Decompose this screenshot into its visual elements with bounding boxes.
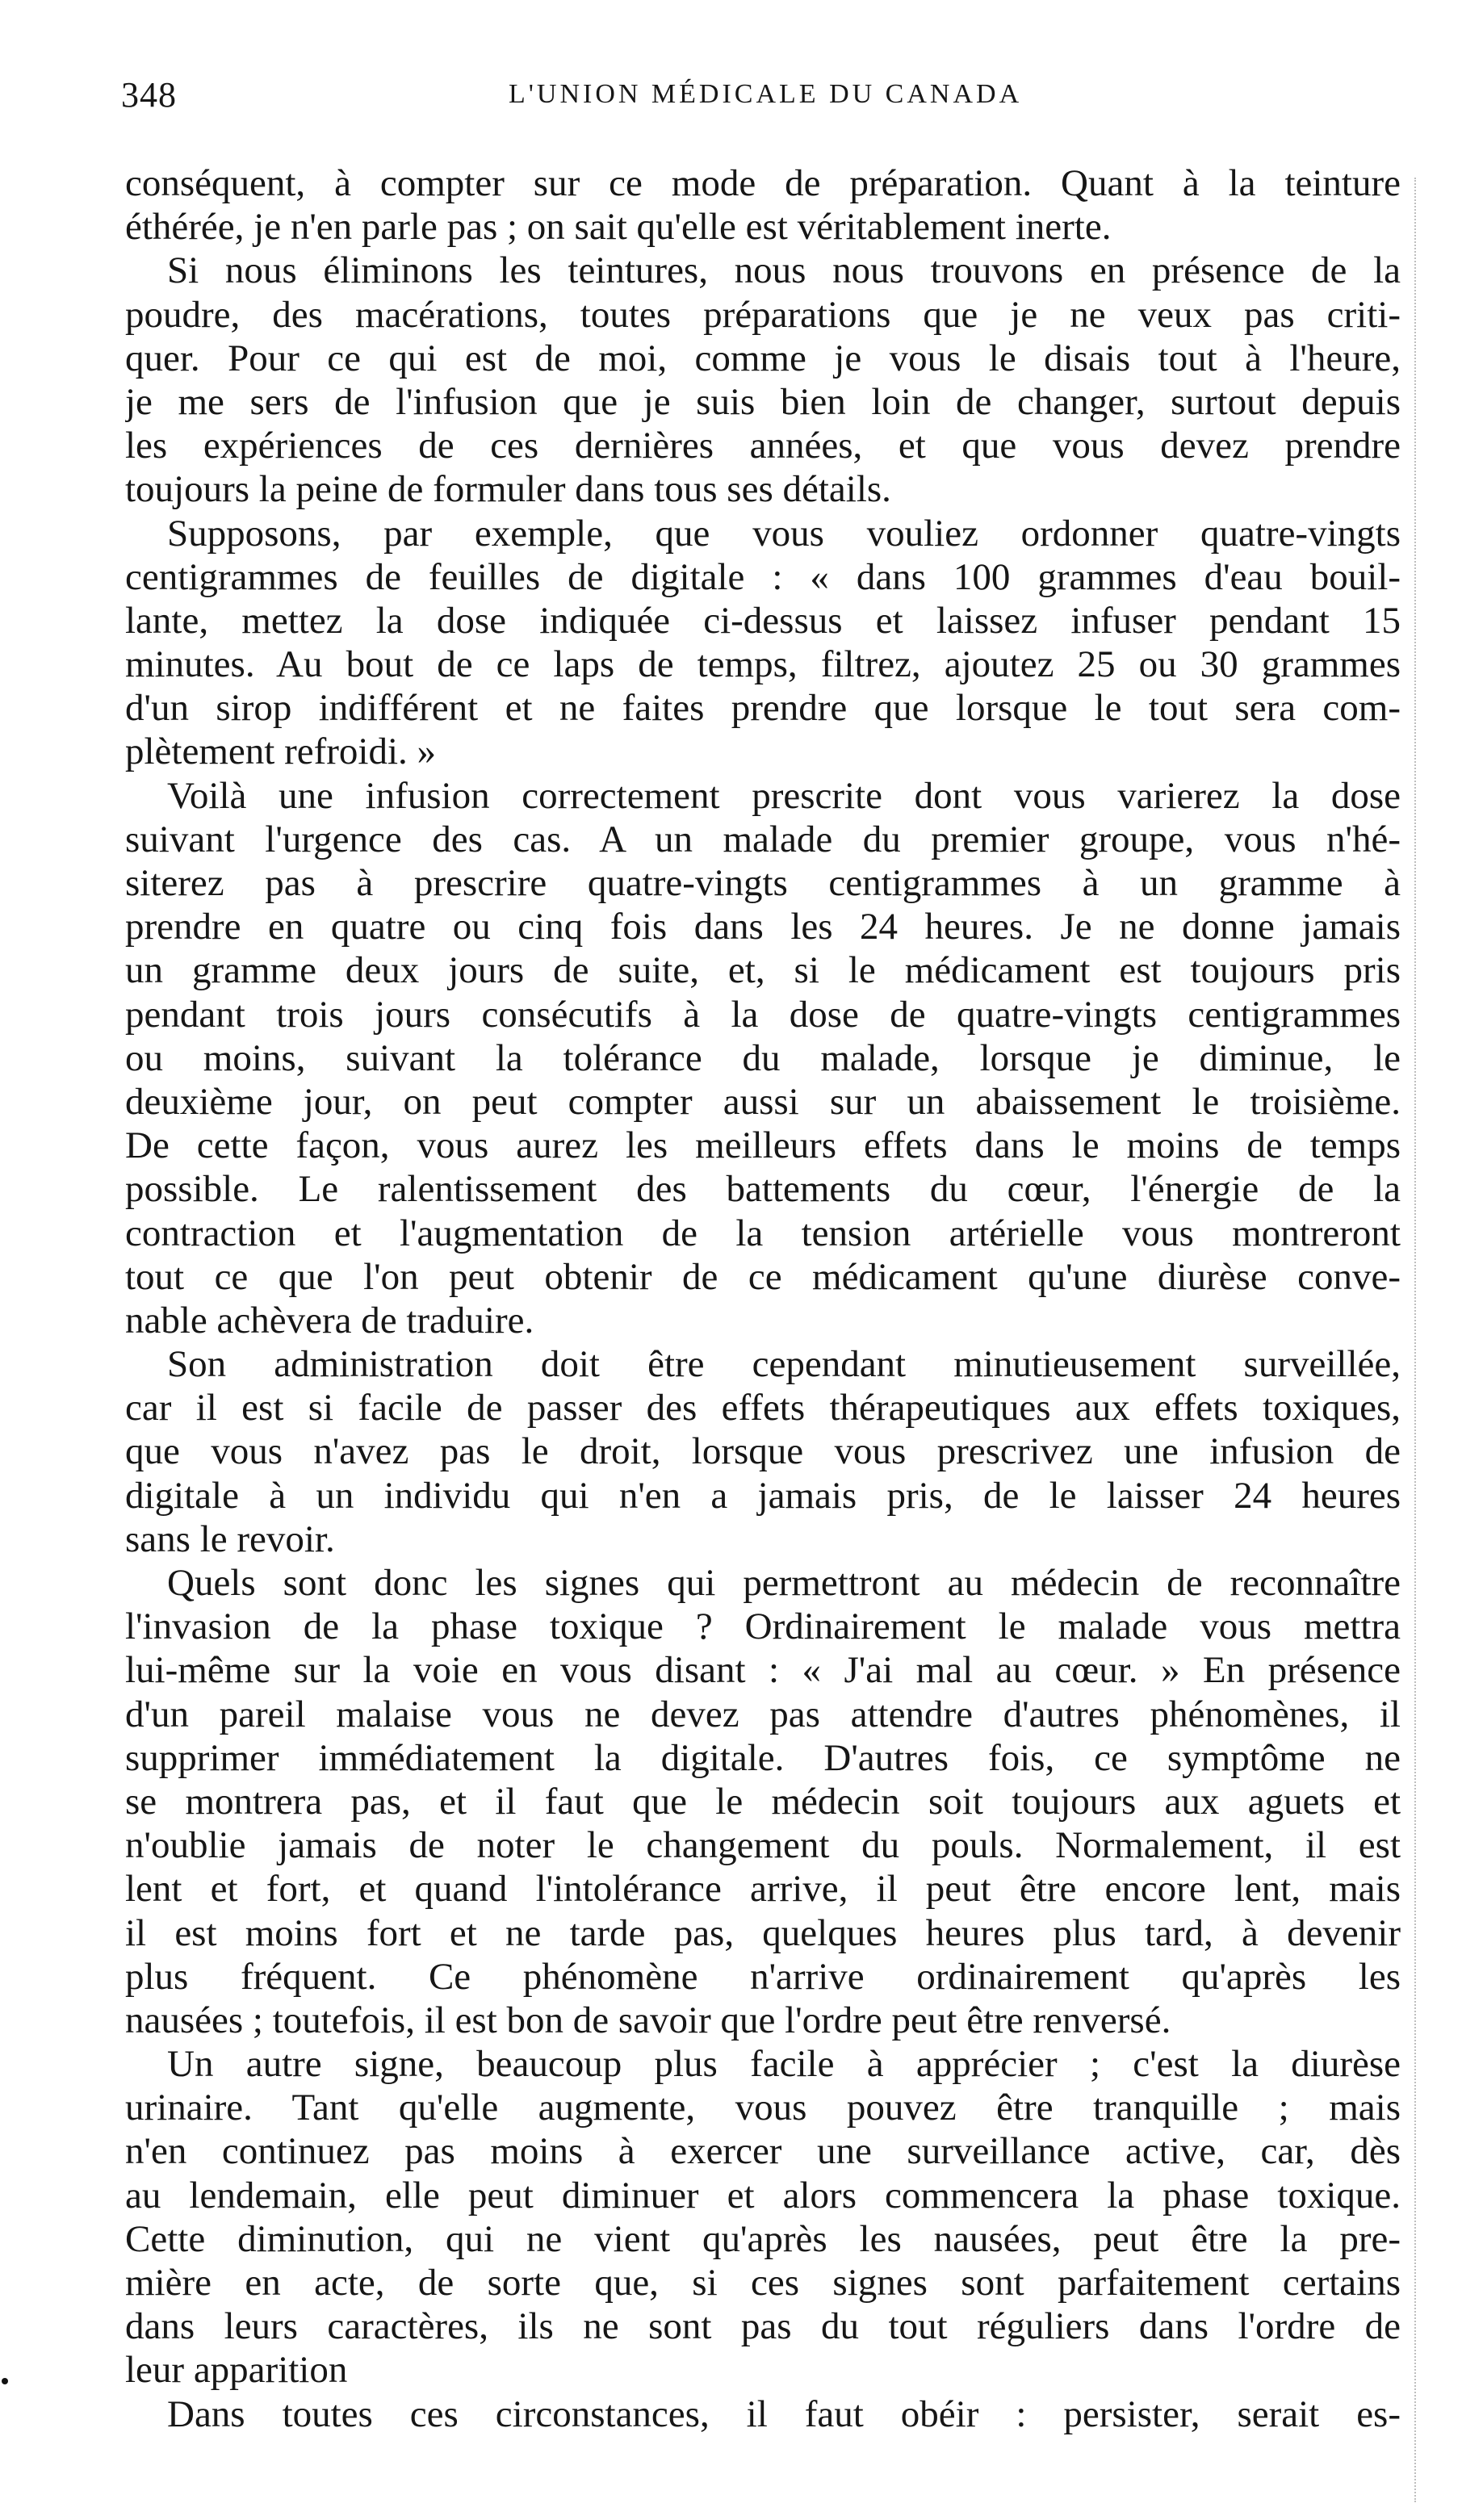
text-line: plus fréquent. Ce phénomène n'arrive ordinairement qu'après les xyxy=(125,1955,1401,1998)
text-line: prendre en quatre ou cinq fois dans les 24 heures. Je ne donne jamais xyxy=(125,906,1401,948)
text-line: suivant l'urgence des cas. A un malade du premier groupe, vous n'hé- xyxy=(125,818,1401,860)
text-line: n'oublie jamais de noter le changement du pouls. Normalement, il est xyxy=(125,1824,1401,1867)
text-line: lante, mettez la dose indiquée ci-dessus et laissez infuser pendant 15 xyxy=(125,599,1401,642)
text-line: lui-même sur la voie en vous disant : « J'ai mal au cœur. » En présence xyxy=(125,1649,1401,1692)
text-line: d'un sirop indifférent et ne faites prendre que lorsque le tout sera com- xyxy=(125,687,1401,730)
text-line: nausées ; toutefois, il est bon de savoir que l'ordre peut être renversé. xyxy=(125,1999,1171,2041)
text-line: leur apparition xyxy=(125,2349,348,2392)
running-header xyxy=(121,74,1380,123)
text-line: éthérée, je n'en parle pas ; on sait qu'elle est véritablement inerte. xyxy=(125,206,1112,249)
text-line: possible. Le ralentissement des battements du cœur, l'énergie de la xyxy=(125,1168,1401,1211)
text-line: d'un pareil malaise vous ne devez pas attendre d'autres phénomènes, il xyxy=(125,1693,1401,1735)
text-line: un gramme deux jours de suite, et, si le médicament est toujours pris xyxy=(125,949,1401,992)
text-line: les expériences de ces dernières années, et que vous devez prendre xyxy=(125,425,1401,467)
text-line: poudre, des macérations, toutes préparations que je ne veux pas criti- xyxy=(125,293,1401,336)
text-line: siterez pas à prescrire quatre-vingts centigrammes à un gramme à xyxy=(125,862,1401,904)
text-line: il est moins fort et ne tarde pas, quelques heures plus tard, à devenir xyxy=(125,1911,1401,1954)
text-line: centigrammes de feuilles de digitale : « dans 100 grammes d'eau bouil- xyxy=(125,555,1401,598)
text-line: car il est si facile de passer des effets thérapeutiques aux effets toxiques, xyxy=(125,1387,1401,1430)
text-line: mière en acte, de sorte que, si ces signes sont parfaitement certains xyxy=(125,2262,1401,2304)
text-line: Dans toutes ces circonstances, il faut obéir : persister, serait es- xyxy=(167,2392,1401,2435)
text-line: Si nous éliminons les teintures, nous nous trouvons en présence de la xyxy=(167,249,1401,292)
text-line: urinaire. Tant qu'elle augmente, vous pouvez être tranquille ; mais xyxy=(125,2087,1401,2129)
text-line: pendant trois jours consécutifs à la dose de quatre-vingts centigrammes xyxy=(125,993,1401,1036)
text-line: dans leurs caractères, ils ne sont pas du tout réguliers dans l'ordre de xyxy=(125,2305,1401,2348)
text-line: nable achèvera de traduire. xyxy=(125,1299,534,1342)
text-line: lent et fort, et quand l'intolérance arrive, il peut être encore lent, mais xyxy=(125,1868,1401,1911)
text-line: sans le revoir. xyxy=(125,1517,335,1560)
text-line: plètement refroidi. » xyxy=(125,730,436,773)
text-line: quer. Pour ce qui est de moi, comme je vous le disais tout à l'heure, xyxy=(125,337,1401,379)
text-line: supprimer immédiatement la digitale. D'autres fois, ce symptôme ne xyxy=(125,1736,1401,1779)
text-line: conséquent, à compter sur ce mode de préparation. Quant à la teinture xyxy=(125,162,1401,204)
text-line: je me sers de l'infusion que je suis bien loin de changer, surtout depuis xyxy=(125,380,1401,423)
text-line: digitale à un individu qui n'en a jamais pris, de le laisser 24 heures xyxy=(125,1474,1401,1517)
running-title: L'UNION MÉDICALE DU CANADA xyxy=(509,79,1023,109)
text-line: l'invasion de la phase toxique ? Ordinairement le malade vous mettra xyxy=(125,1605,1401,1648)
text-line: Voilà une infusion correctement prescrite dont vous varierez la dose xyxy=(167,774,1401,817)
text-line: se montrera pas, et il faut que le médecin soit toujours aux aguets et xyxy=(125,1780,1401,1823)
text-line: toujours la peine de formuler dans tous ses détails. xyxy=(125,468,891,511)
text-line: n'en continuez pas moins à exercer une surveillance active, car, dès xyxy=(125,2130,1401,2173)
text-line: deuxième jour, on peut compter aussi sur un abaissement le troisième. xyxy=(125,1080,1401,1123)
text-line: Cette diminution, qui ne vient qu'après les nausées, peut être la pre- xyxy=(125,2217,1401,2260)
text-line: au lendemain, elle peut diminuer et alors commencera la phase toxique. xyxy=(125,2174,1401,2217)
text-line: contraction et l'augmentation de la tension artérielle vous montreront xyxy=(125,1212,1401,1254)
page-edge-shadow xyxy=(1414,178,1418,2502)
page-number: 348 xyxy=(121,75,177,115)
text-line: De cette façon, vous aurez les meilleurs effets dans le moins de temps xyxy=(125,1124,1401,1167)
text-line: tout ce que l'on peut obtenir de ce médicament qu'une diurèse conve- xyxy=(125,1255,1401,1298)
text-line: ou moins, suivant la tolérance du malade, lorsque je diminue, le xyxy=(125,1036,1401,1079)
margin-dot xyxy=(2,2378,8,2384)
text-line: Supposons, par exemple, que vous vouliez ordonner quatre-vingts xyxy=(167,512,1401,555)
text-line: Son administration doit être cependant minutieusement surveillée, xyxy=(167,1343,1401,1386)
text-line: minutes. Au bout de ce laps de temps, filtrez, ajoutez 25 ou 30 grammes xyxy=(125,643,1401,686)
text-line: que vous n'avez pas le droit, lorsque vous prescrivez une infusion de xyxy=(125,1430,1401,1473)
text-line: Quels sont donc les signes qui permettront au médecin de reconnaître xyxy=(167,1562,1401,1604)
text-line: Un autre signe, beaucoup plus facile à apprécier ; c'est la diurèse xyxy=(167,2043,1401,2086)
body-text xyxy=(125,161,1401,2436)
